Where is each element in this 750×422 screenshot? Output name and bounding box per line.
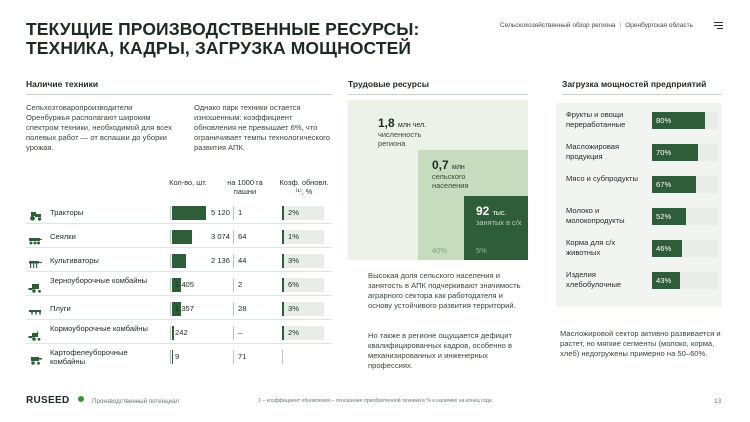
capacity-value: 67%	[656, 180, 672, 189]
per-1000ha-cell	[233, 302, 277, 316]
per-1000ha-value: 64	[238, 232, 247, 241]
equipment-name: Сеялки	[50, 232, 76, 241]
capacity-row	[566, 172, 718, 198]
count-value: 1 357	[175, 304, 195, 313]
population-label: численность региона	[378, 130, 422, 148]
capacity-category: Изделия хлебобулочные	[566, 270, 622, 289]
harvester-icon	[28, 280, 43, 290]
labor-divider	[348, 94, 528, 95]
footer-section-title: Производственный потенциал	[92, 398, 180, 405]
population-number: 1,8	[378, 116, 395, 130]
count-cell	[170, 326, 230, 340]
population-value	[378, 116, 426, 130]
count-value: 3 074	[211, 232, 231, 241]
per-1000ha-cell	[233, 230, 277, 244]
capacity-category: Масложировая продукция	[566, 142, 620, 161]
table-row	[26, 298, 332, 320]
renewal-coef-value: 3%	[288, 256, 299, 265]
per-1000ha-cell	[233, 254, 277, 268]
count-bar	[172, 206, 206, 220]
capacity-heading: Загрузка мощностей предприятий	[562, 79, 707, 89]
capacity-divider	[562, 94, 722, 95]
count-cell	[170, 254, 230, 268]
forage-harvester-icon	[28, 328, 43, 338]
breadcrumb	[500, 22, 693, 29]
row-divider	[26, 271, 332, 272]
count-bar	[172, 326, 174, 340]
page-number: 13	[714, 398, 722, 405]
rural-label: сельского населения	[432, 172, 469, 190]
per-1000ha-cell	[233, 278, 277, 292]
count-bar	[172, 350, 173, 364]
per-1000ha-value: 71	[238, 352, 247, 361]
count-value: 9	[175, 352, 180, 361]
agri-number: 92	[476, 204, 490, 218]
capacity-value: 46%	[656, 244, 672, 253]
menu-icon[interactable]	[714, 22, 723, 29]
renewal-coef-value: 6%	[288, 280, 299, 289]
capacity-bar-track	[652, 208, 718, 225]
capacity-category: Мясо и субпродукты	[566, 174, 638, 183]
renewal-coef-cell	[282, 350, 324, 364]
equipment-divider	[26, 94, 332, 95]
logo-dot-icon	[78, 396, 84, 402]
rural-number: 0,7	[432, 158, 449, 172]
labor-text-2: Но также в регионе ощущается дефицит квалифицированных кадров, особенно в механизированных и инженерных профессиях.	[368, 331, 513, 370]
per-1000ha-cell	[233, 350, 277, 364]
page-title-line-2: ТЕХНИКА, КАДРЫ, ЗАГРУЗКА МОЩНОСТЕЙ	[26, 38, 412, 58]
count-cell	[170, 206, 230, 220]
plough-icon	[28, 304, 43, 314]
labor-text-1: Высокая доля сельского населения и занятость в АПК подчеркивают значимость аграрного сектора как работодателя и основу устойчивого развития территорий.	[368, 271, 521, 310]
cultivator-icon	[28, 256, 43, 266]
per-1000ha-cell	[233, 206, 277, 220]
equipment-heading: Наличие техники	[26, 79, 99, 89]
rural-share: 40%	[432, 246, 447, 255]
capacity-bar-track	[652, 272, 718, 289]
per-1000ha-cell	[233, 326, 277, 340]
population-unit: млн чел.	[398, 122, 427, 129]
table-row	[26, 346, 332, 368]
capacity-row	[566, 108, 718, 134]
rural-unit: млн	[452, 164, 465, 171]
capacity-bar-track	[652, 144, 718, 161]
table-row	[26, 226, 332, 248]
row-divider	[26, 319, 332, 320]
renewal-coef-cell	[282, 254, 324, 268]
capacity-bar-track	[652, 112, 718, 129]
capacity-row	[566, 236, 718, 262]
equipment-name: Тракторы	[50, 208, 84, 217]
renewal-coef-value: 1%	[288, 232, 299, 241]
capacity-bar-track	[652, 240, 718, 257]
breadcrumb-separator: |	[619, 22, 622, 29]
capacity-value: 80%	[656, 116, 672, 125]
renewal-coef-value: 2%	[288, 208, 299, 217]
capacity-category: Молоко и молокопродукты	[566, 206, 625, 225]
count-value: 5 120	[211, 208, 231, 217]
equipment-text-left: Сельхозтоваропроизводители Оренбуржья располагают широким спектром техники, необходимой для всех полевых работ — от вспашки до уборки урожая.	[26, 103, 172, 152]
page-title	[26, 20, 446, 58]
agri-unit: тыс.	[492, 210, 507, 217]
renewal-coef-value: 2%	[288, 328, 299, 337]
agri-share: 5%	[476, 246, 487, 255]
count-bar	[172, 254, 186, 268]
count-cell	[170, 278, 230, 292]
count-value: 2 136	[211, 256, 231, 265]
table-row	[26, 274, 332, 296]
capacity-value: 43%	[656, 276, 672, 285]
row-divider	[26, 343, 332, 344]
capacity-bar-track	[652, 176, 718, 193]
equipment-name: Кормоуборочные комбайны	[50, 324, 148, 333]
count-cell	[170, 230, 230, 244]
equipment-name: Плуги	[50, 304, 71, 313]
renewal-coef-cell	[282, 326, 324, 340]
row-divider	[26, 295, 332, 296]
renewal-coef-cell	[282, 206, 324, 220]
table-row	[26, 250, 332, 272]
renewal-coef-cell	[282, 230, 324, 244]
capacity-value: 52%	[656, 212, 672, 221]
tractor-icon	[28, 208, 43, 218]
capacity-category: Корма для с/х животных	[566, 238, 616, 257]
seeder-icon	[28, 232, 43, 242]
capacity-row	[566, 268, 718, 294]
per-1000ha-value: 28	[238, 304, 247, 313]
renewal-coef-cell	[282, 302, 324, 316]
col-header-renewal-coef: Коэф. обновл.⁽¹⁾, %	[279, 178, 329, 196]
capacity-row	[566, 140, 718, 166]
breadcrumb-item-region[interactable]: Оренбургская область	[625, 22, 693, 29]
per-1000ha-value: 2	[238, 280, 243, 289]
logo[interactable]: RUSEED	[26, 395, 70, 406]
agri-label: занятых в с/х	[476, 218, 522, 227]
page-title-line-1: ТЕКУЩИЕ ПРОИЗВОДСТВЕННЫЕ РЕСУРСЫ:	[26, 19, 420, 39]
col-header-per-1000ha: на 1000 га пашни	[227, 178, 263, 196]
row-divider	[26, 223, 332, 224]
per-1000ha-value: 1	[238, 208, 243, 217]
rural-value	[432, 158, 465, 172]
capacity-category: Фрукты и овощи переработанные	[566, 110, 626, 129]
potato-harvester-icon	[28, 352, 43, 362]
count-value: 242	[175, 328, 188, 337]
capacity-row	[566, 204, 718, 230]
renewal-coef-cell	[282, 278, 324, 292]
col-header-count: Кол-во, шт.	[169, 178, 207, 187]
equipment-name: Картофелеуборочные комбайны	[50, 348, 128, 366]
equipment-text-right: Однако парк техники остается изношенным: коэффициент обновления не превышает 6%, что ограничивает темпы технологического развития АПК.	[194, 103, 331, 152]
footnote: 1 – коэффициент обновления – отношение приобретенной техники в % к наличию на конец года	[258, 398, 492, 404]
agri-value	[476, 204, 506, 218]
count-cell	[170, 302, 230, 316]
equipment-name: Зерноуборочные комбайны	[50, 276, 148, 285]
capacity-note: Масложировой сектор активно развивается и растет, но мягкие сегменты (молоко, корма, хлеб) недогружены примерно на 50–60%.	[560, 329, 721, 358]
labor-heading: Трудовые ресурсы	[348, 79, 429, 89]
count-cell	[170, 350, 230, 364]
per-1000ha-value: 44	[238, 256, 247, 265]
per-1000ha-value: –	[238, 328, 243, 337]
row-divider	[26, 247, 332, 248]
equipment-name: Культиваторы	[50, 256, 99, 265]
table-row	[26, 202, 332, 224]
table-row	[26, 322, 332, 344]
renewal-coef-value: 3%	[288, 304, 299, 313]
breadcrumb-item-overview[interactable]: Сельскохозяйственный обзор региона	[500, 22, 616, 29]
capacity-value: 70%	[656, 148, 672, 157]
count-bar	[172, 230, 192, 244]
count-value: 1 405	[175, 280, 195, 289]
